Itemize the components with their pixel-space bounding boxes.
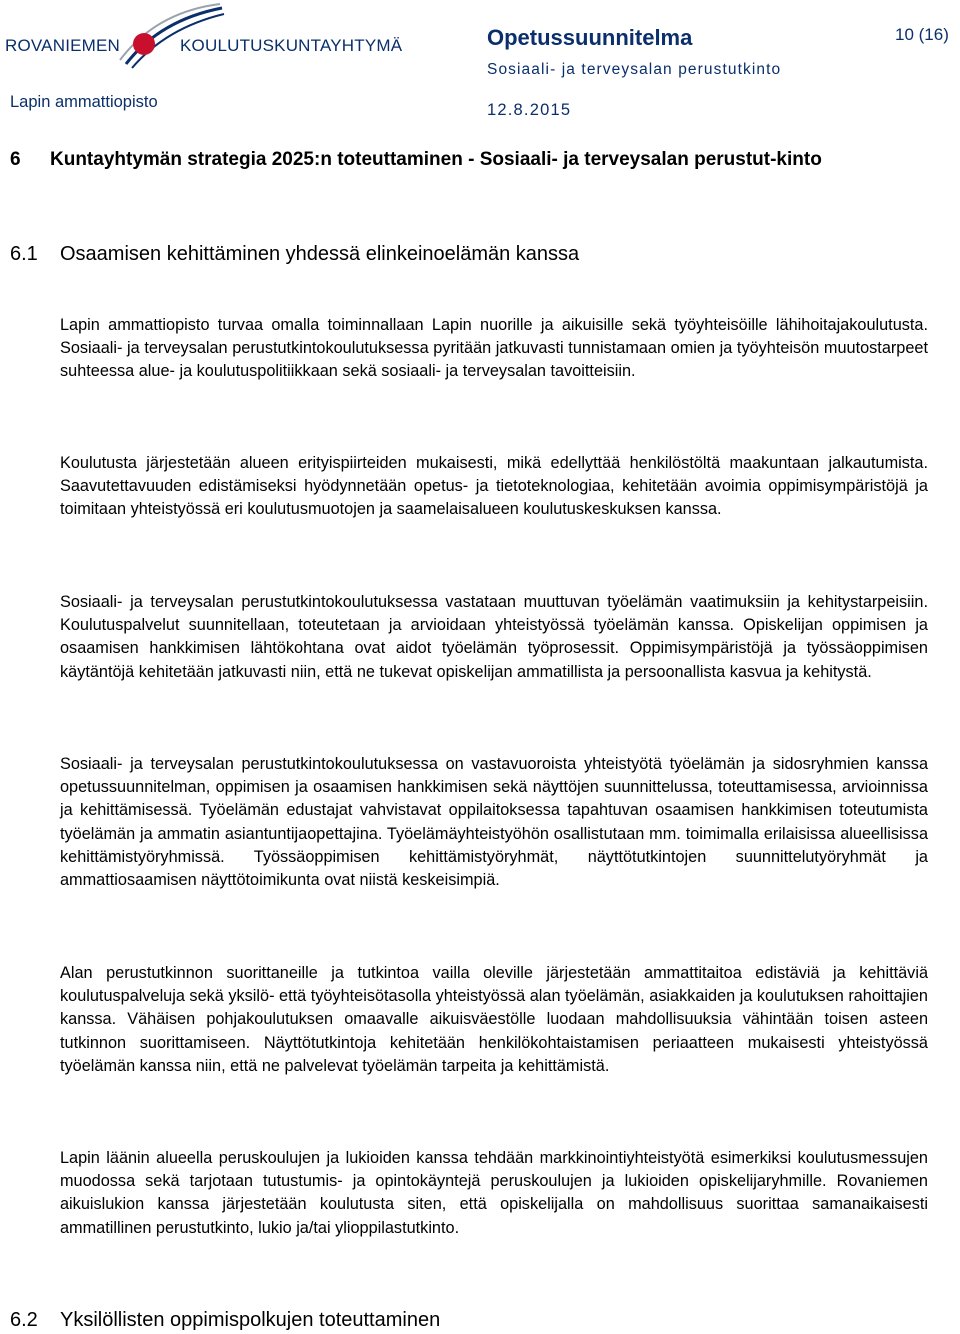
page-number: 10 (16)	[895, 25, 949, 44]
document-title: Opetussuunnitelma	[487, 25, 693, 50]
subsection-title-1: Osaamisen kehittäminen yhdessä elinkeinoelämän kanssa	[60, 243, 580, 265]
paragraph-6: Lapin läänin alueella peruskoulujen ja lukioiden kanssa tehdään markkinointiyhteistyötä esimerkiksi koulutusmessujen muodossa sekä tarjotaan tutustumis- ja opintokäyntejä peruskoulujen ja lukioiden opiskelijaryhmille. Rovaniemen aikuislukion kanssa järjestetään koulutusta siten, että opiskelijalla on mahdollisuus suorittaa samanaikaisesti ammatillinen perustutkinto, lukio ja/tai ylioppilastutkinto.	[60, 1149, 928, 1237]
paragraph-3: Sosiaali- ja terveysalan perustutkintokoulutuksessa vastataan muuttuvan työelämän vaatimuksiin ja kehitystarpeisiin. Koulutuspalvelut suunnitellaan, toteutetaan ja arvioidaan yhteistyössä työelämän kanssa. Opiskelijan oppimisen ja osaamisen hankkimisen lähtökohtana ovat aidot työelämän työprosessit. Oppimisympäristöjä ja työssäoppimisen käytäntöjä kehitetään jatkuvasti niin, että ne tukevat opiskelijan ammatillista ja persoonallista kasvua ja kehitystä.	[60, 593, 928, 681]
section-heading	[10, 146, 930, 173]
subsection-number-1: 6.1	[10, 243, 38, 265]
paragraph-5: Alan perustutkinnon suorittaneille ja tutkintoa vailla oleville järjestetään ammattitaitoa edistäviä ja kehittäviä koulutuspalveluja sekä yksilö- että työyhteisötasolla yhteistyössä alan työelämän, asiakkaiden ja koulutuksen rahoittajien kanssa. Vähäisen pohjakoulutuksen omaavalle aikuisväestölle luodaan mahdollisuuksia vähintään toisen asteen tutkinnon suorittamiseen. Näyttötutkintoja kehitetään henkilökohtaistamisen periaatteen mukaisesti yhteistyössä työelämän kanssa niin, että ne palvelevat työelämän tarpeita ja kehittämistä.	[60, 964, 928, 1075]
subsection-number-2: 6.2	[10, 1309, 38, 1331]
section-title: Kuntayhtymän strategia 2025:n toteuttaminen - Sosiaali- ja terveysalan perustut-kinto	[50, 149, 822, 170]
paragraph-2: Koulutusta järjestetään alueen erityispiirteiden mukaisesti, mikä edellyttää henkilöstöltä maakuntaan jalkautumista. Saavutettavuuden edistämiseksi hyödynnetään opetus- ja tietoteknologiaa, kehitetään avoimia oppimisympäristöjä ja toimitaan yhteistyössä eri koulutusmuotojen ja saamelaisalueen koulutuskeskuksen kanssa.	[60, 454, 928, 519]
logo-text-left: ROVANIEMEN	[5, 36, 121, 55]
subsection-heading-1	[10, 243, 930, 266]
org-name: Lapin ammattiopisto	[10, 93, 158, 111]
paragraph-1: Lapin ammattiopisto turvaa omalla toiminnallaan Lapin nuorille ja aikuisille sekä työyhteisöille lähihoitajakoulutusta. Sosiaali- ja terveysalan perustutkintokoulutuksessa pyritään jatkuvasti tunnistamaan omien ja työyhteisön muutostarpeet suhteessa alue- ja koulutuspolitiikkaan sekä sosiaali- ja terveysalan tavoitteisiin.	[60, 316, 928, 381]
paragraph-4: Sosiaali- ja terveysalan perustutkintokoulutuksessa on vastavuoroista yhteistyötä työelämän ja sidosryhmien kanssa opetussuunnitelman, oppimisen ja osaamisen hankkimisen sekä näyttöjen suunnittelussa, toteuttamisessa, arvioinnissa ja kehittämisessä. Työelämän edustajat vahvistavat oppilaitoksessa tapahtuvan osaamisen hankkimisen toteutumista työelämän ja ammatin asiantuntijaopettajina. Työelämäyhteistyöhön osallistutaan mm. toimimalla erilaisissa alueellisissa kehittämistyöryhmissä. Työssäoppimisen kehittämistyöryhmät, näyttötutkintojen suunnittelutyöryhmät ja ammattiosaamisen näyttötoimikunta ovat niistä keskeisimpiä.	[60, 755, 928, 890]
document-date: 12.8.2015	[487, 101, 572, 119]
document-subtitle: Sosiaali- ja terveysalan perustutkinto	[487, 61, 782, 78]
subsection-title-2: Yksilöllisten oppimispolkujen toteuttaminen	[60, 1309, 441, 1331]
section-number: 6	[10, 149, 21, 170]
subsection-heading-2	[10, 1309, 930, 1332]
logo-text-right: KOULUTUSKUNTAYHTYMÄ	[180, 36, 403, 55]
